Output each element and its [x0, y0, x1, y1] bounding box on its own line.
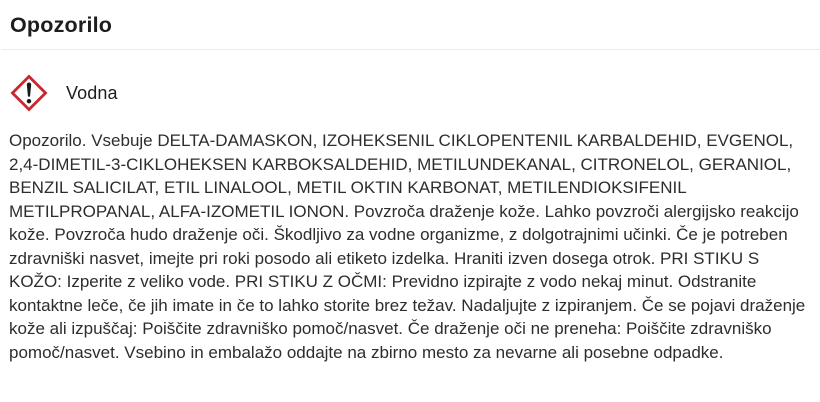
divider [1, 49, 820, 50]
product-row [9, 74, 812, 112]
warning-text: Opozorilo. Vsebuje DELTA-DAMASKON, IZOHEKSENIL CIKLOPENTENIL KARBALDEHID, EVGENOL, 2,4-DIMETIL-3-CIKLOHEKSEN KARBOKSALDEHID, METILUNDEKANAL, CITRONELOL, GERANIOL, BENZIL SALICILAT, ETIL LINALOOL, METIL OKTIN KARBONAT, METILENDIOKSIFENIL METILPROPANAL, ALFA-IZOMETIL IONON. Povzroča draženje kože. Lahko povzroči alergijsko reakcijo kože. Povzroča hudo draženje oči. Škodljivo za vodne organizme, z dolgotrajnimi učinki. Če je potreben zdravniški nasvet, imejte pri roki posodo ali etiketo izdelka. Hraniti izven dosega otrok. PRI STIKU S KOŽO: Izperite z veliko vode. PRI STIKU Z OČMI: Previdno izpirajte z vodo nekaj minut. Odstranite kontaktne leče, če jih imate in če to lahko storite brez težav. Nadaljujte z izpiranjem. Če se pojavi draženje kože ali izpuščaj: Poiščite zdravniško pomoč/nasvet. Če draženje oči ne preneha: Poiščite zdravniško pomoč/nasvet. Vsebino in embalažo oddajte na zbirno mesto za nevarne ali posebne odpadke. [9, 131, 806, 362]
ghs-exclamation-icon [10, 74, 48, 112]
page-title: Opozorilo [10, 13, 113, 37]
product-name: Vodna [66, 82, 118, 103]
